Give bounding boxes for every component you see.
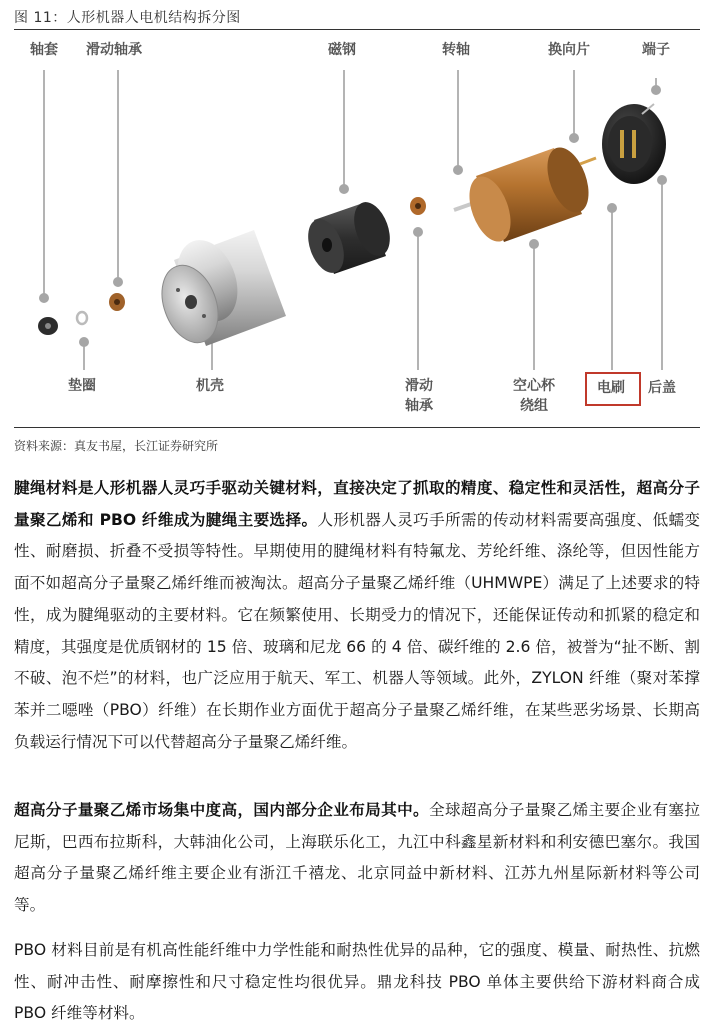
label-brush: 电刷 [597,380,625,396]
label-rotating-shaft: 转轴 [442,42,470,58]
label-rear-cover: 后盖 [648,380,676,396]
label-coreless-winding-line2: 绕组 [520,398,548,414]
label-coreless-winding-line1: 空心杯 [513,378,555,394]
label-sliding-bearing-bottom-line1: 滑动 [405,378,433,394]
washer-part [77,312,87,324]
figure-title: 图 11：人形机器人电机结构拆分图 [14,10,241,26]
label-sliding-bearing-bottom-line2: 轴承 [405,398,433,414]
motor-exploded-illustration [14,34,700,422]
sliding-bearing-right-part [410,197,426,215]
paragraph-2-body: 全球超高分子量聚乙烯主要企业有塞拉尼斯，巴西布拉斯科，大韩油化公司，上海联乐化工，九江中科鑫星新材料和利安德巴塞尔。我国超高分子量聚乙烯纤维主要企业有浙江千禧龙、北京同益中新材料、江苏九州星际新材料等公司等。 [14,801,700,915]
paragraph-tendon-materials [14,473,700,758]
label-magnet-steel: 磁钢 [328,42,356,58]
figure-source: 资料来源：真友书屋，长江证券研究所 [14,439,219,453]
label-washer: 垫圈 [68,378,96,394]
paragraph-3-body: PBO 材料目前是有机高性能纤维中力学性能和耐热性优异的品种，它的强度、模量、耐热性、抗燃性、耐冲击性、耐摩擦性和尺寸稳定性均很优异。鼎龙科技 PBO 单体主要供给下游材料商合成 PBO 纤维等材料。 [14,941,700,1023]
label-housing: 机壳 [196,378,224,394]
housing-part [152,230,286,350]
sliding-bearing-left-part [109,293,125,311]
figure-top-rule [14,29,700,30]
label-sliding-bearing-bottom [402,376,436,416]
paragraph-pbo-material [14,935,700,1030]
paragraph-1-lead: 腱绳材料是人形机器人灵巧手驱动关键材料，直接决定了抓取的精度、稳定性和灵活性，超高分子量聚乙烯和 PBO 纤维成为腱绳主要选择。 [14,479,700,529]
label-coreless-winding [508,376,560,416]
label-sliding-bearing: 滑动轴承 [86,42,142,58]
rear-cover-brush-part [602,104,666,184]
magnet-steel-part [301,197,396,278]
paragraph-1-body: 人形机器人灵巧手所需的传动材料需要高强度、低蠕变性、耐磨损、折叠不受损等特性。早期使用的腱绳材料有特氟龙、芳纶纤维、涤纶等，但因性能方面不如超高分子量聚乙烯纤维而被淘汰。超高分子量聚乙烯纤维（UHMWPE）满足了上述要求的特性，成为腱绳驱动的主要材料。它在频繁使用、长期受力的情况下，还能保证传动和抓紧的稳定和精度，其强度是优质钢材的 15 倍、玻璃和尼龙 66 的 4 倍、碳纤维的 2.6 倍，被誉为“扯不断、割不破、泡不烂”的材料，也广泛应用于航天、军工、机器人等领域。此外，ZYLON 纤维（聚对苯撑苯并二噁唑（PBO）纤维）在长期作业方面优于超高分子量聚乙烯纤维，在某些恶劣场景、长期高负载运行情况下可以代替超高分子量聚乙烯纤维。 [14,510,700,751]
coreless-winding-part [461,142,596,247]
figure-bottom-rule [14,427,700,428]
motor-exploded-figure [14,34,700,422]
label-shaft-sleeve: 轴套 [30,42,58,58]
paragraph-2-lead: 超高分子量聚乙烯市场集中度高，国内部分企业布局其中。 [14,801,429,819]
label-commutator: 换向片 [548,42,590,58]
shaft-sleeve-part [38,317,58,335]
label-terminal: 端子 [642,42,670,58]
paragraph-uhmwpe-market [14,795,700,922]
